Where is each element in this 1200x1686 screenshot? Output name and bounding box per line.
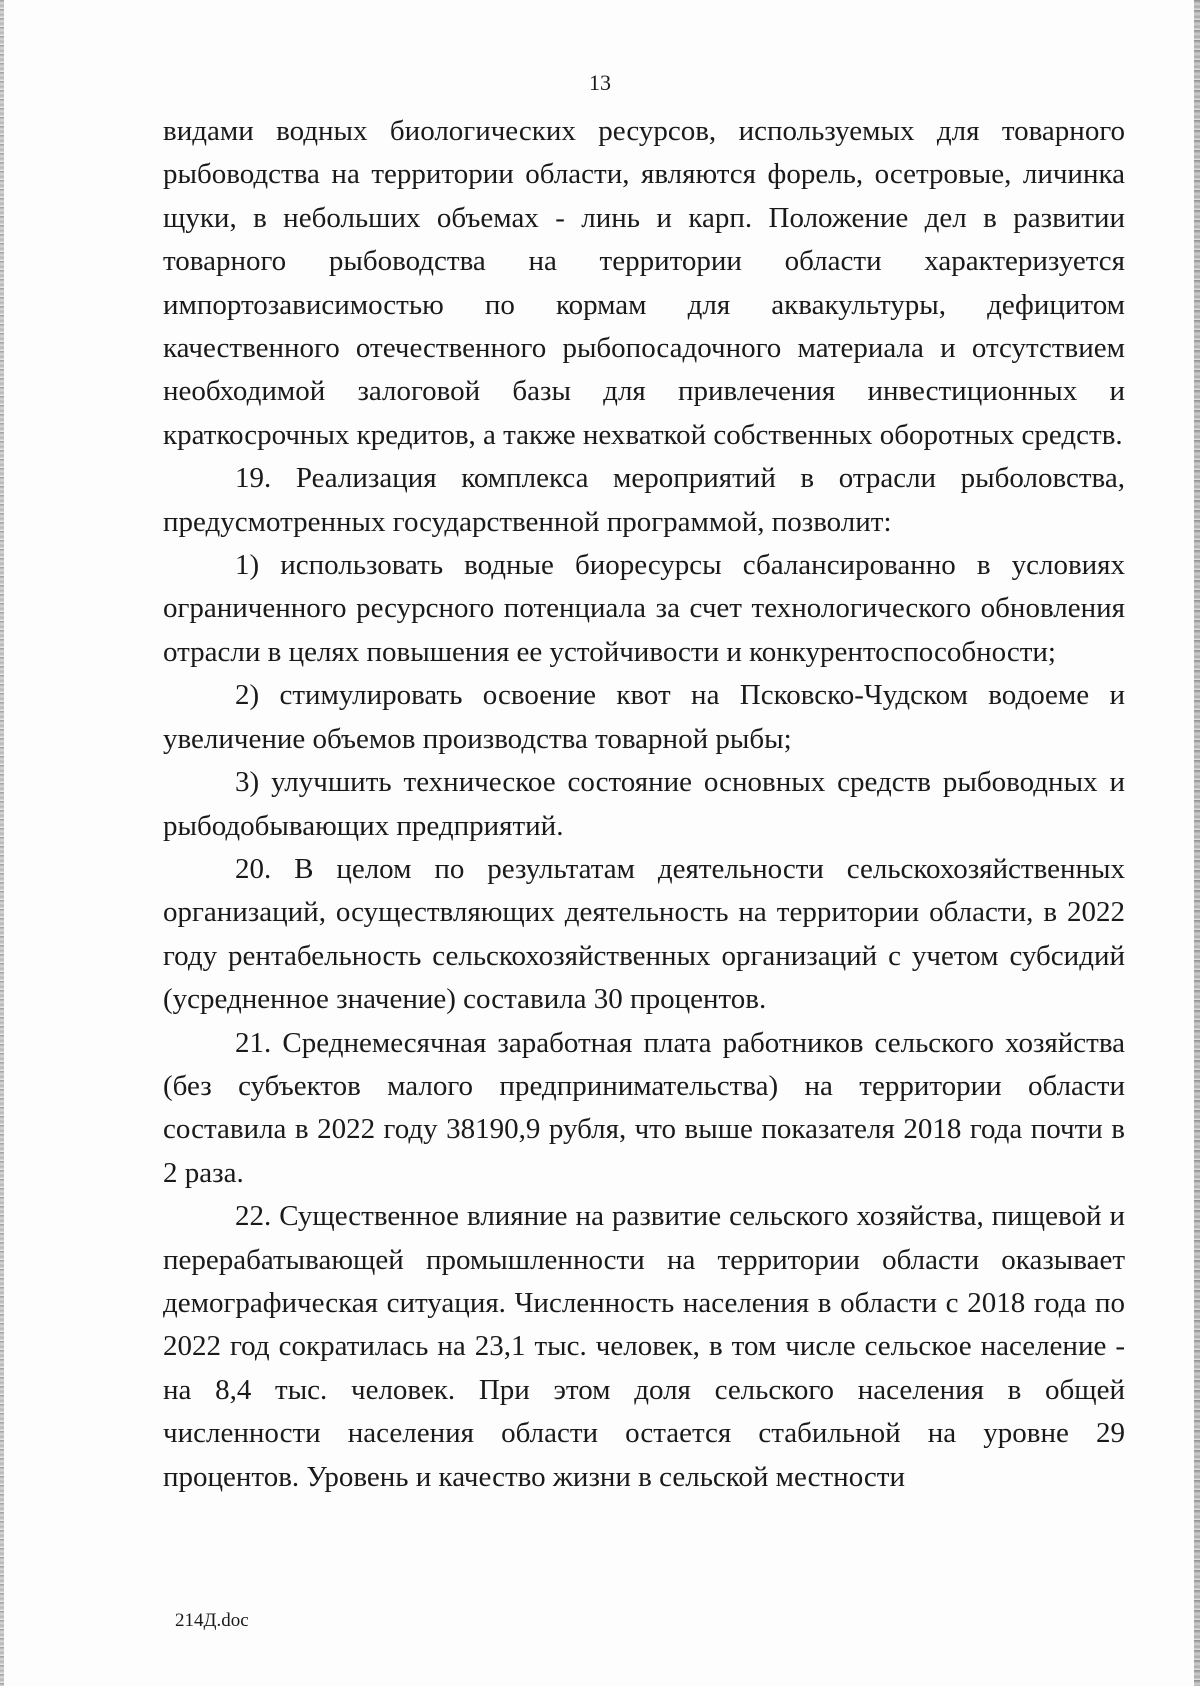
paragraph-continuation: видами водных биологических ресурсов, используемых для товарного рыбоводства на территории области, являются форель, осетровые, личинка щуки, в небольших объемах - линь и карп. Положение дел в развитии товарного рыбоводства на территории области характеризуется импортозависимостью по кормам для аквакультуры, дефицитом качественного отечественного рыбопосадочного материала и отсутствием необходимой залоговой базы для привлечения инвестиционных и краткосрочных кредитов, а также нехваткой собственных оборотных средств. [163,115,1125,451]
paragraph-20: 20. В целом по результатам деятельности сельскохозяйственных организаций, осуществляющих деятельность на территории области, в 2022 году рентабельность сельскохозяйственных организаций с учетом субсидий (усредненное значение) составила 30 процентов. [163,852,1125,1016]
paragraph-19-item-3: 3) улучшить техническое состояние основных средств рыбоводных и рыбодобывающих предприятий. [163,766,1125,842]
page-number: 13 [589,70,611,95]
paragraph-22: 22. Существенное влияние на развитие сельского хозяйства, пищевой и перерабатывающей промышленности на территории области оказывает демографическая ситуация. Численность населения в области с 2018 года по 2022 год сократилась на 23,1 тыс. человек, в том числе сельское население - на 8,4 тыс. человек. При этом доля сельского населения в общей численности населения области остается стабильной на уровне 29 процентов. Уровень и качество жизни в сельской местности [163,1200,1125,1493]
scan-edge-right [1194,0,1200,1686]
paragraph-19-item-1: 1) использовать водные биоресурсы сбалансированно в условиях ограниченного ресурсного потенциала за счет технологического обновления отрасли в целях повышения ее устойчивости и конкурентоспособности; [163,549,1125,668]
document-body [163,110,1125,1499]
paragraph-21: 21. Среднемесячная заработная плата работников сельского хозяйства (без субъектов малого предпринимательства) на территории области составила в 2022 году 38190,9 рубля, что выше показателя 2018 года почти в 2 раза. [163,1026,1125,1189]
scan-edge-left [0,0,4,1686]
paragraph-19: 19. Реализация комплекса мероприятий в отрасли рыболовства, предусмотренных государственной программой, позволит: [163,462,1125,538]
paragraph-19-item-2: 2) стимулировать освоение квот на Псковско-Чудском водоеме и увеличение объемов производства товарной рыбы; [163,679,1125,755]
footer-filename: 214Д.doc [175,1610,249,1631]
